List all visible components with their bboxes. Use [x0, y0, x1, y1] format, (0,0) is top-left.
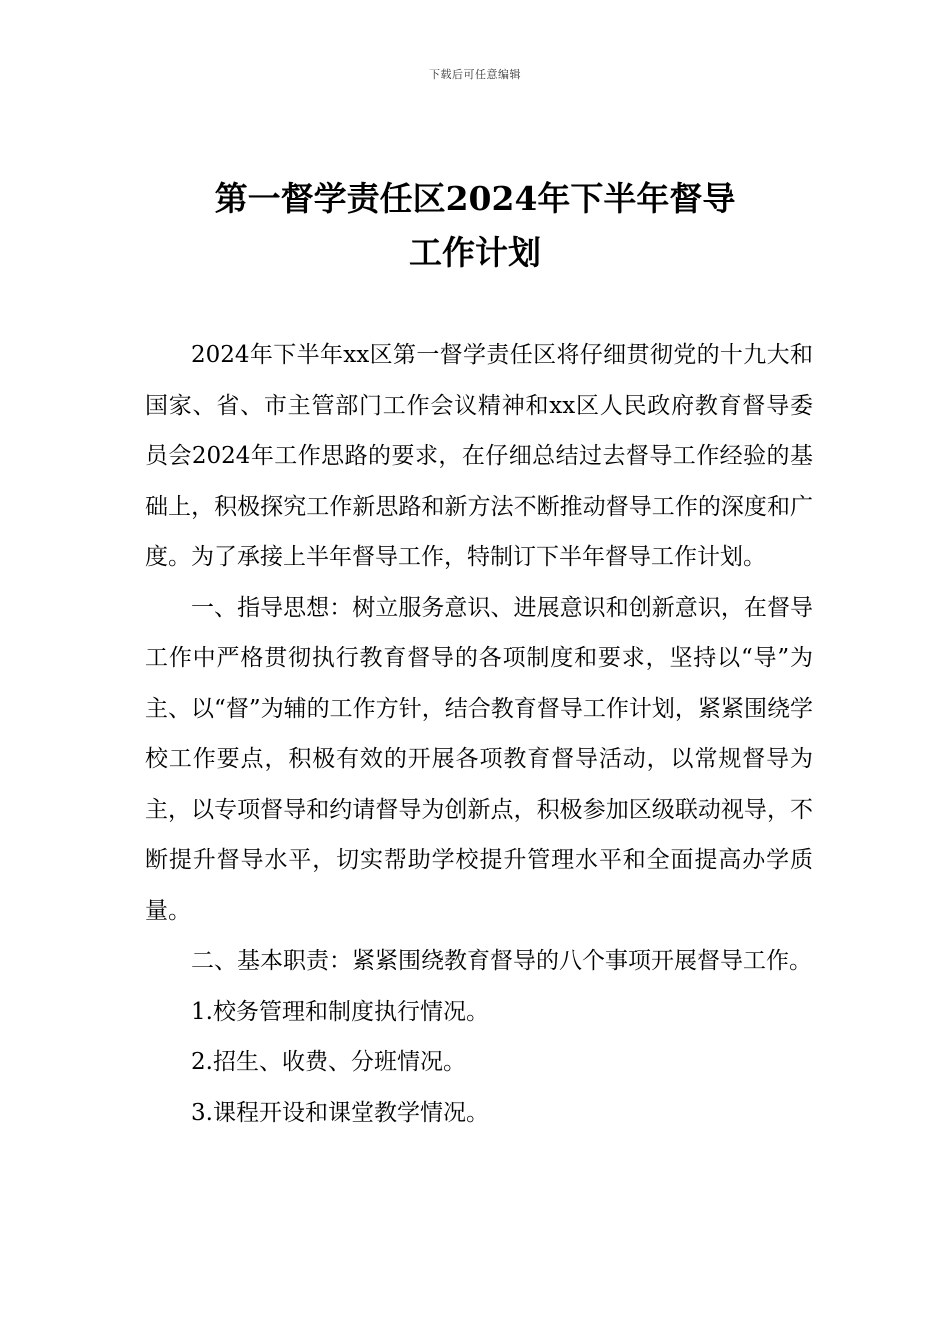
title-line-1: 第一督学责任区2024年下半年督导 — [214, 179, 736, 218]
paragraph-guiding-thought: 一、指导思想：树立服务意识、进展意识和创新意识，在督导工作中严格贯彻执行教育督导的各项制度和要求，坚持以“导”为主、以“督”为辅的工作方针，结合教育督导工作计划，紧紧围绕学校工作要点，积极有效的开展各项教育督导活动，以常规督导为主，以专项督导和约请督导为创新点，积极参加区级联动视导，不断提升督导水平，切实帮助学校提升管理水平和全面提高办学质量。 — [145, 594, 813, 924]
list-item-3: 3.课程开设和课堂教学情况。 — [191, 1099, 489, 1126]
list-item-1: 1.校务管理和制度执行情况。 — [191, 998, 489, 1025]
paragraph-basic-duties: 二、基本职责：紧紧围绕教育督导的八个事项开展督导工作。 — [191, 948, 812, 974]
header-note: 下载后可任意编辑 — [429, 68, 521, 81]
title-line-2: 工作计划 — [409, 233, 541, 272]
document-body — [145, 330, 813, 1138]
paragraph-intro: 2024年下半年xx区第一督学责任区将仔细贯彻党的十九大和国家、省、市主管部门工作会议精神和xx区人民政府教育督导委员会2024年工作思路的要求，在仔细总结过去督导工作经验的基础上，积极探究工作新思路和新方法不断推动督导工作的深度和广度。为了承接上半年督导工作，特制订下半年督导工作计划。 — [145, 342, 813, 570]
list-item-2: 2.招生、收费、分班情况。 — [191, 1049, 466, 1075]
document-title — [0, 172, 950, 280]
